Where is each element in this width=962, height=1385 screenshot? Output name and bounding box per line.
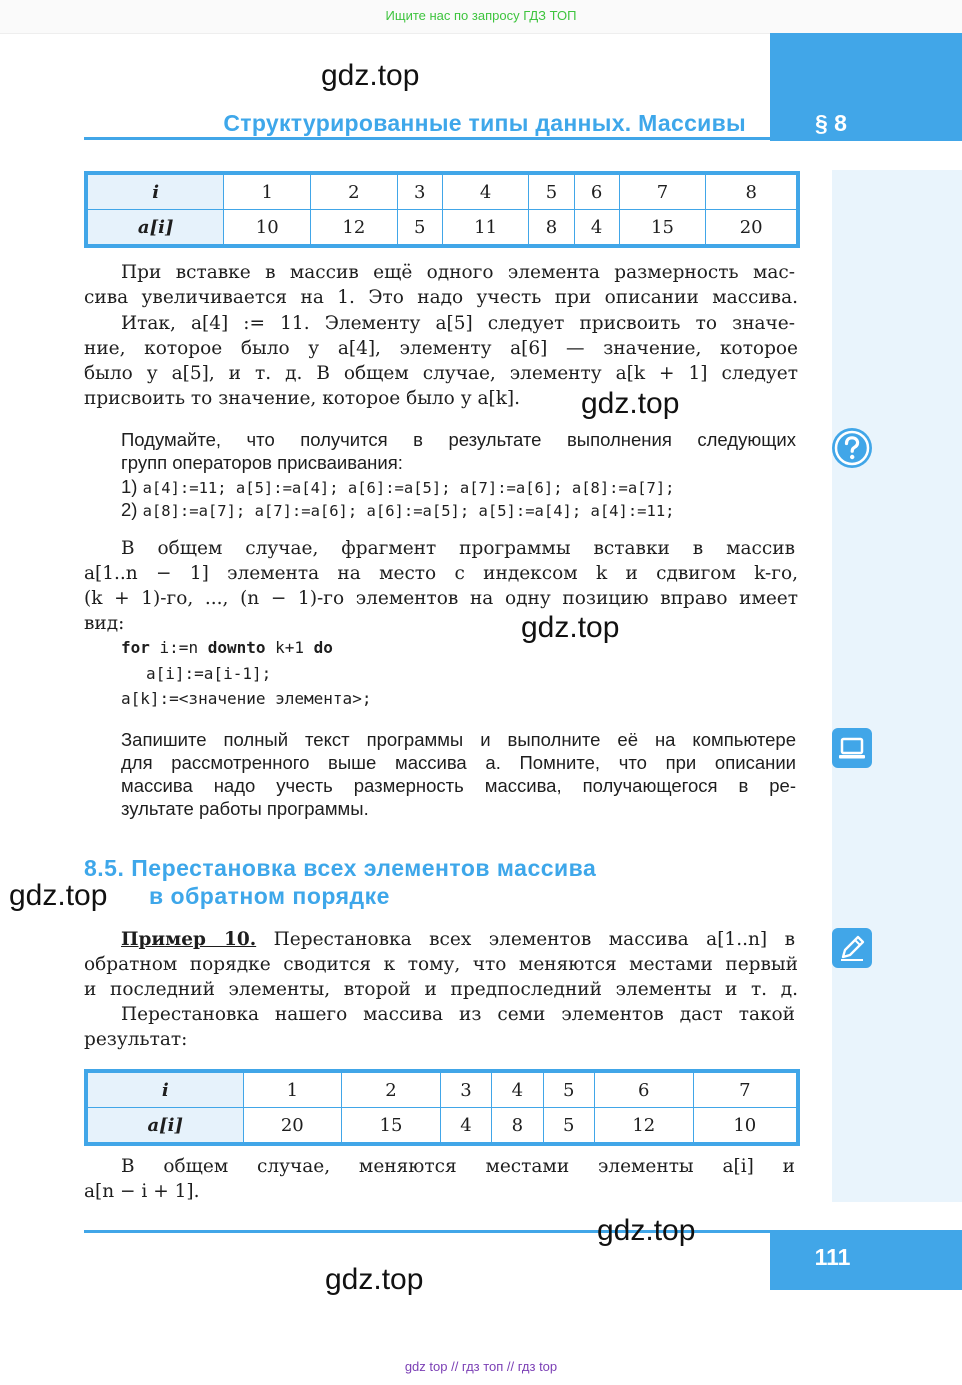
text-line: (k + 1)-го, ..., (n − 1)-го элементов на одну позицию вправо имеет xyxy=(84,588,798,609)
table-cell: 5 xyxy=(397,210,442,247)
task-line: Подумайте, что получится в результате выполнения следующих xyxy=(121,429,796,450)
task-item-code: a[8]:=a[7]; a[7]:=a[6]; a[6]:=a[5]; a[5]:=a[4]; a[4]:=11; xyxy=(142,502,675,520)
table-row xyxy=(86,1108,798,1145)
computer-icon xyxy=(832,728,872,768)
table-cell: 6 xyxy=(574,173,619,210)
table-cell: 4 xyxy=(440,1108,491,1145)
example-text: Перестановка всех элементов массива a[1..n] в xyxy=(256,929,796,950)
text-line: результат: xyxy=(84,1029,188,1050)
page-number: 111 xyxy=(814,1244,851,1270)
array-table-before xyxy=(84,171,800,248)
table-cell: 10 xyxy=(224,210,311,247)
table-row xyxy=(86,173,798,210)
table-cell: 10 xyxy=(693,1108,798,1145)
watermark: gdz.top xyxy=(581,387,680,420)
table-cell: 1 xyxy=(224,173,311,210)
table-cell: 4 xyxy=(442,173,529,210)
table-cell: 12 xyxy=(594,1108,693,1145)
text-line: было у a[5], и т. д. В общем случае, элементу a[k + 1] следует xyxy=(84,363,798,384)
table-cell: 20 xyxy=(243,1108,342,1145)
code-line-3: a[k]:=<значение элемента>; xyxy=(121,689,372,708)
table-cell: 6 xyxy=(594,1071,693,1108)
text-line: a[n − i + 1]. xyxy=(84,1181,200,1202)
watermark: gdz.top xyxy=(597,1214,696,1247)
table-cell: 5 xyxy=(529,173,574,210)
example-label: Пример 10. xyxy=(121,929,257,950)
array-table-reversed xyxy=(84,1069,800,1146)
row-label-i: i xyxy=(86,173,224,210)
task-item-code: a[4]:=11; a[5]:=a[4]; a[6]:=a[5]; a[7]:=a[6]; a[8]:=a[7]; xyxy=(142,479,675,497)
task-line: зультате работы программы. xyxy=(121,798,369,819)
code-text: i:=n xyxy=(149,638,208,657)
table-cell: 15 xyxy=(342,1108,441,1145)
text-line: При вставке в массив ещё одного элемента размерность мас- xyxy=(121,262,795,283)
pencil-icon xyxy=(832,928,872,968)
table-cell: 11 xyxy=(442,210,529,247)
table-cell: 2 xyxy=(342,1071,441,1108)
watermark: gdz.top xyxy=(325,1263,424,1296)
table-cell: 8 xyxy=(529,210,574,247)
text-line: Итак, a[4] := 11. Элементу a[5] следует присвоить то значе- xyxy=(121,313,795,334)
code-text: k+1 xyxy=(265,638,314,657)
watermark: gdz.top xyxy=(321,59,420,92)
text-line: присвоить то значение, которое было у a[k]. xyxy=(84,388,521,409)
watermark: gdz.top xyxy=(521,611,620,644)
task-line: Запишите полный текст программы и выполните её на компьютере xyxy=(121,729,796,750)
table-cell: 5 xyxy=(543,1108,594,1145)
row-label-a: a[i] xyxy=(86,1108,243,1145)
table-cell: 2 xyxy=(311,173,398,210)
table-cell: 4 xyxy=(574,210,619,247)
text-line: В общем случае, меняются местами элементы a[i] и xyxy=(121,1156,795,1177)
header-divider xyxy=(84,137,770,140)
code-keyword: do xyxy=(313,638,333,657)
text-line: вид: xyxy=(84,613,125,634)
task-line: массива надо учесть размерность массива, получающегося в ре- xyxy=(121,775,796,796)
section-heading xyxy=(84,855,596,882)
table-cell: 7 xyxy=(693,1071,798,1108)
task-item-number: 2) xyxy=(121,499,138,520)
chapter-title: Структурированные типы данных. Массивы xyxy=(223,110,746,136)
table-cell: 12 xyxy=(311,210,398,247)
section-number: 8.5. xyxy=(84,855,125,881)
task-item-1 xyxy=(121,475,675,500)
code-line-2: a[i]:=a[i-1]; xyxy=(146,664,272,683)
text-line: Перестановка нашего массива из семи элементов даст такой xyxy=(121,1004,795,1025)
table-cell: 8 xyxy=(492,1108,543,1145)
question-icon xyxy=(832,428,872,468)
margin-band xyxy=(832,170,962,1202)
section-title-line1: Перестановка всех элементов массива xyxy=(131,855,597,881)
row-label-i: i xyxy=(86,1071,243,1108)
table-cell: 7 xyxy=(619,173,706,210)
text-line: обратном порядке сводится к тому, что меняются местами первый xyxy=(84,954,798,975)
example-line xyxy=(121,927,795,952)
watermark: gdz.top xyxy=(9,879,108,912)
table-cell: 15 xyxy=(619,210,706,247)
table-cell: 3 xyxy=(440,1071,491,1108)
task-item-number: 1) xyxy=(121,476,138,497)
text-line: и последний элементы, второй и предпоследний элементы и т. д. xyxy=(84,979,798,1000)
table-cell: 3 xyxy=(397,173,442,210)
text-line: В общем случае, фрагмент программы вставки в массив xyxy=(121,538,795,559)
text-line: сива увеличивается на 1. Это надо учесть при описании массива. xyxy=(84,287,798,308)
top-banner-text[interactable]: Ищите нас по запросу ГДЗ ТОП xyxy=(385,8,577,23)
table-row xyxy=(86,1071,798,1108)
table-cell: 1 xyxy=(243,1071,342,1108)
task-line: групп операторов присваивания: xyxy=(121,452,403,473)
task-item-2 xyxy=(121,498,675,523)
section-title-line2: в обратном порядке xyxy=(149,883,390,909)
code-keyword: downto xyxy=(207,638,266,657)
bottom-links[interactable]: gdz top // гдз топ // гдз top xyxy=(404,1359,558,1374)
paragraph-number: § 8 xyxy=(815,110,847,136)
table-cell: 5 xyxy=(543,1071,594,1108)
table-cell: 20 xyxy=(706,210,798,247)
code-keyword: for xyxy=(121,638,150,657)
table-cell: 8 xyxy=(706,173,798,210)
table-row xyxy=(86,210,798,247)
text-line: a[1..n − 1] элемента на место с индексом k и сдвигом k-го, xyxy=(84,563,798,584)
row-label-a: a[i] xyxy=(86,210,224,247)
table-cell: 4 xyxy=(492,1071,543,1108)
code-line-1 xyxy=(121,636,333,659)
task-line: для рассмотренного выше массива a. Помните, что при описании xyxy=(121,752,796,773)
text-line: ние, которое было у a[4], элементу a[6] — значение, которое xyxy=(84,338,798,359)
